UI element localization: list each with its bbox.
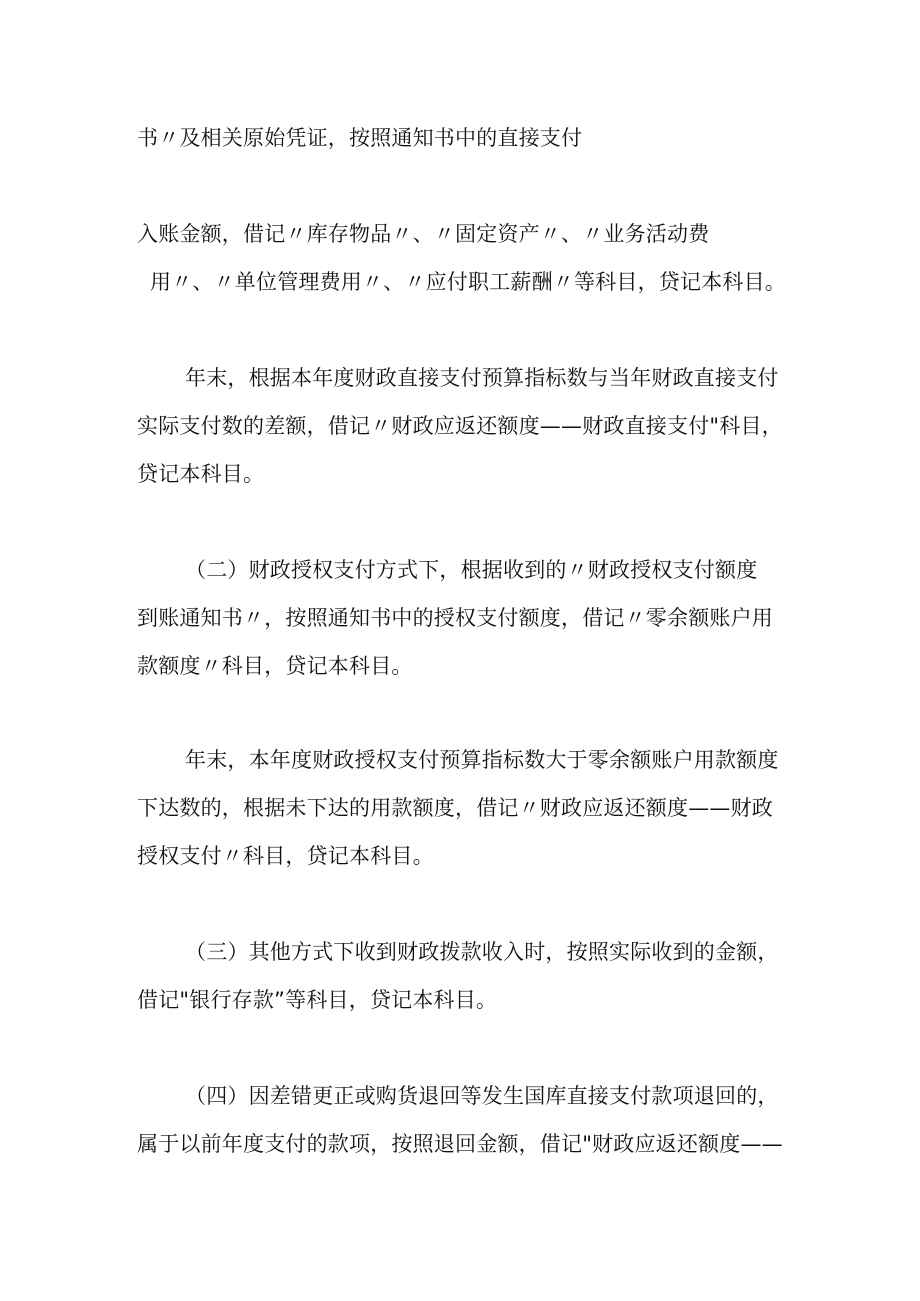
text-line: 款额度〃科目，贷记本科目。 <box>137 654 413 678</box>
text-line: 用〃、〃单位管理费用〃、〃应付职工薪酬〃等科目，贷记本科目。 <box>150 270 786 294</box>
text-line: 入账金额，借记〃库存物品〃、〃固定资产〃、〃业务活动费 <box>137 222 710 246</box>
text-line: （三）其他方式下收到财政拨款收入时，按照实际收到的金额， <box>185 940 779 964</box>
text-line: 贷记本科目。 <box>137 462 265 486</box>
text-line: （二）财政授权支付方式下，根据收到的〃财政授权支付额度 <box>185 558 758 582</box>
text-line: 授权支付〃科目，贷记本科目。 <box>137 844 434 868</box>
text-line: （四）因差错更正或购货退回等发生国库直接支付款项退回的， <box>185 1084 779 1108</box>
text-line: 书〃及相关原始凭证，按照通知书中的直接支付 <box>137 126 583 150</box>
text-line: 属于以前年度支付的款项，按照退回金额，借记"财政应返还额度—— <box>137 1132 783 1156</box>
text-line: 年末，根据本年度财政直接支付预算指标数与当年财政直接支付 <box>185 366 779 390</box>
text-line: 年末，本年度财政授权支付预算指标数大于零余额账户用款额度 <box>185 748 779 772</box>
text-line: 实际支付数的差额，借记〃财政应返还额度——财政直接支付"科目， <box>137 414 783 438</box>
text-line: 下达数的，根据未下达的用款额度，借记〃财政应返还额度——财政 <box>137 796 773 820</box>
text-line: 到账通知书〃，按照通知书中的授权支付额度，借记〃零余额账户用 <box>137 606 773 630</box>
text-line: 借记"银行存款”等科目，贷记本科目。 <box>137 988 498 1012</box>
